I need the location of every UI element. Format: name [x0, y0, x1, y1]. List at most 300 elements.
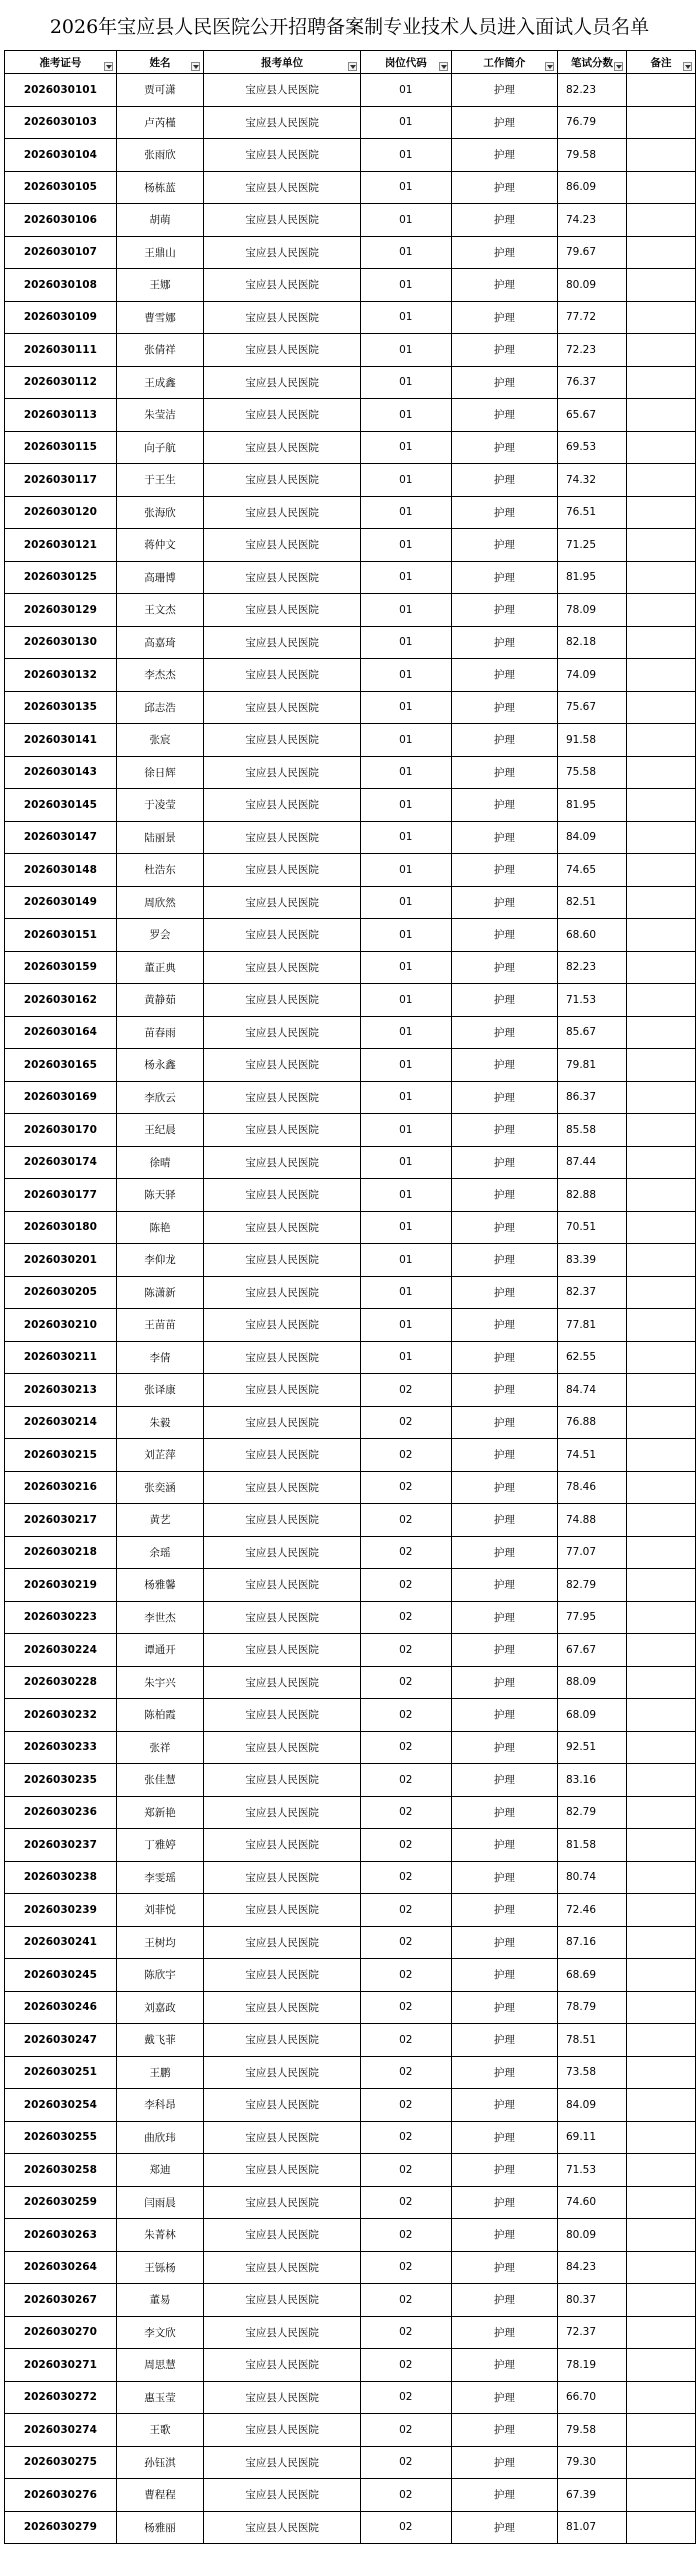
name-cell: 丁雅婷 [116, 1829, 204, 1862]
exam-number-cell: 2026030264 [5, 2251, 117, 2284]
header-cell-post-code[interactable]: 岗位代码 [360, 51, 451, 74]
table-row [5, 2479, 696, 2512]
job-desc-cell: 护理 [451, 561, 557, 594]
post-code-cell: 02 [360, 2479, 451, 2512]
header-cell-unit[interactable]: 报考单位 [204, 51, 361, 74]
remarks-cell [626, 74, 695, 107]
job-desc-cell: 护理 [451, 1016, 557, 1049]
exam-number-cell: 2026030213 [5, 1374, 117, 1407]
post-code-cell: 02 [360, 2186, 451, 2219]
table-row [5, 2381, 696, 2414]
name-cell: 于王生 [116, 464, 204, 497]
job-desc-cell: 护理 [451, 1796, 557, 1829]
table-row [5, 334, 696, 367]
exam-number-cell: 2026030275 [5, 2446, 117, 2479]
name-cell: 孙钰淇 [116, 2446, 204, 2479]
remarks-cell [626, 366, 695, 399]
name-cell: 黄静茹 [116, 984, 204, 1017]
remarks-cell [626, 1536, 695, 1569]
post-code-cell: 01 [360, 1016, 451, 1049]
exam-number-cell: 2026030217 [5, 1504, 117, 1537]
table-row [5, 2219, 696, 2252]
name-cell: 曲欣玮 [116, 2121, 204, 2154]
filter-dropdown-icon[interactable] [191, 62, 200, 71]
remarks-cell [626, 2219, 695, 2252]
name-cell: 刘芷萍 [116, 1439, 204, 1472]
score-cell: 75.58 [557, 756, 626, 789]
exam-number-cell: 2026030174 [5, 1146, 117, 1179]
exam-number-cell: 2026030258 [5, 2154, 117, 2187]
table-row [5, 1179, 696, 1212]
remarks-cell [626, 1569, 695, 1602]
score-cell: 79.81 [557, 1049, 626, 1082]
filter-dropdown-icon[interactable] [614, 62, 623, 71]
remarks-cell [626, 2316, 695, 2349]
name-cell: 杜浩东 [116, 854, 204, 887]
remarks-cell [626, 2154, 695, 2187]
job-desc-cell: 护理 [451, 366, 557, 399]
post-code-cell: 02 [360, 2024, 451, 2057]
exam-number-cell: 2026030149 [5, 886, 117, 919]
score-cell: 79.67 [557, 236, 626, 269]
unit-cell: 宝应县人民医院 [204, 854, 361, 887]
name-cell: 惠玉莹 [116, 2381, 204, 2414]
exam-number-cell: 2026030205 [5, 1276, 117, 1309]
job-desc-cell: 护理 [451, 1114, 557, 1147]
post-code-cell: 02 [360, 2121, 451, 2154]
score-cell: 88.09 [557, 1666, 626, 1699]
remarks-cell [626, 2479, 695, 2512]
unit-cell: 宝应县人民医院 [204, 1536, 361, 1569]
remarks-cell [626, 2446, 695, 2479]
score-cell: 74.51 [557, 1439, 626, 1472]
name-cell: 陈柏霞 [116, 1699, 204, 1732]
table-row [5, 1601, 696, 1634]
score-cell: 81.95 [557, 561, 626, 594]
exam-number-cell: 2026030214 [5, 1406, 117, 1439]
exam-number-cell: 2026030109 [5, 301, 117, 334]
exam-number-cell: 2026030162 [5, 984, 117, 1017]
exam-number-cell: 2026030169 [5, 1081, 117, 1114]
remarks-cell [626, 496, 695, 529]
job-desc-cell: 护理 [451, 106, 557, 139]
name-cell: 张倩祥 [116, 334, 204, 367]
name-cell: 朱毅 [116, 1406, 204, 1439]
table-row [5, 2316, 696, 2349]
remarks-cell [626, 821, 695, 854]
exam-number-cell: 2026030147 [5, 821, 117, 854]
unit-cell: 宝应县人民医院 [204, 951, 361, 984]
job-desc-cell: 护理 [451, 1049, 557, 1082]
table-row [5, 1439, 696, 1472]
unit-cell: 宝应县人民医院 [204, 2414, 361, 2447]
exam-number-cell: 2026030105 [5, 171, 117, 204]
filter-dropdown-icon[interactable] [348, 62, 357, 71]
name-cell: 张雨欣 [116, 139, 204, 172]
score-cell: 85.67 [557, 1016, 626, 1049]
remarks-cell [626, 984, 695, 1017]
exam-number-cell: 2026030107 [5, 236, 117, 269]
post-code-cell: 02 [360, 2381, 451, 2414]
table-row [5, 529, 696, 562]
remarks-cell [626, 2381, 695, 2414]
table-row [5, 2446, 696, 2479]
unit-cell: 宝应县人民医院 [204, 789, 361, 822]
post-code-cell: 01 [360, 171, 451, 204]
unit-cell: 宝应县人民医院 [204, 821, 361, 854]
exam-number-cell: 2026030247 [5, 2024, 117, 2057]
score-cell: 82.18 [557, 626, 626, 659]
remarks-cell [626, 1829, 695, 1862]
filter-dropdown-icon[interactable] [439, 62, 448, 71]
exam-number-cell: 2026030279 [5, 2511, 117, 2544]
post-code-cell: 01 [360, 1049, 451, 1082]
post-code-cell: 02 [360, 1894, 451, 1927]
job-desc-cell: 护理 [451, 1374, 557, 1407]
exam-number-cell: 2026030211 [5, 1341, 117, 1374]
unit-cell: 宝应县人民医院 [204, 594, 361, 627]
unit-cell: 宝应县人民医院 [204, 1439, 361, 1472]
filter-dropdown-icon[interactable] [104, 62, 113, 71]
job-desc-cell: 护理 [451, 626, 557, 659]
exam-number-cell: 2026030141 [5, 724, 117, 757]
score-cell: 72.23 [557, 334, 626, 367]
remarks-cell [626, 2024, 695, 2057]
score-cell: 84.23 [557, 2251, 626, 2284]
score-cell: 81.07 [557, 2511, 626, 2544]
exam-number-cell: 2026030180 [5, 1211, 117, 1244]
unit-cell: 宝应县人民医院 [204, 74, 361, 107]
job-desc-cell: 护理 [451, 139, 557, 172]
post-code-cell: 01 [360, 724, 451, 757]
exam-number-cell: 2026030215 [5, 1439, 117, 1472]
table-row [5, 1796, 696, 1829]
table-row [5, 1244, 696, 1277]
unit-cell: 宝应县人民医院 [204, 1211, 361, 1244]
exam-number-cell: 2026030267 [5, 2284, 117, 2317]
unit-cell: 宝应县人民医院 [204, 2186, 361, 2219]
remarks-cell [626, 1991, 695, 2024]
remarks-cell [626, 1894, 695, 1927]
score-cell: 80.09 [557, 269, 626, 302]
job-desc-cell: 护理 [451, 2186, 557, 2219]
job-desc-cell: 护理 [451, 2089, 557, 2122]
table-row [5, 106, 696, 139]
remarks-cell [626, 756, 695, 789]
remarks-cell [626, 2511, 695, 2544]
unit-cell: 宝应县人民医院 [204, 269, 361, 302]
remarks-cell [626, 334, 695, 367]
unit-cell: 宝应县人民医院 [204, 1634, 361, 1667]
remarks-cell [626, 2349, 695, 2382]
post-code-cell: 01 [360, 886, 451, 919]
table-row [5, 919, 696, 952]
post-code-cell: 01 [360, 334, 451, 367]
score-cell: 78.46 [557, 1471, 626, 1504]
unit-cell: 宝应县人民医院 [204, 1114, 361, 1147]
unit-cell: 宝应县人民医院 [204, 366, 361, 399]
job-desc-cell: 护理 [451, 1601, 557, 1634]
post-code-cell: 02 [360, 1374, 451, 1407]
name-cell: 朱宇兴 [116, 1666, 204, 1699]
name-cell: 贾可潇 [116, 74, 204, 107]
remarks-cell [626, 1276, 695, 1309]
remarks-cell [626, 951, 695, 984]
score-cell: 81.58 [557, 1829, 626, 1862]
score-cell: 76.51 [557, 496, 626, 529]
unit-cell: 宝应县人民医院 [204, 464, 361, 497]
score-cell: 69.53 [557, 431, 626, 464]
name-cell: 王文杰 [116, 594, 204, 627]
remarks-cell [626, 594, 695, 627]
remarks-cell [626, 2251, 695, 2284]
remarks-cell [626, 171, 695, 204]
name-cell: 朱莹洁 [116, 399, 204, 432]
job-desc-cell: 护理 [451, 1081, 557, 1114]
table-row [5, 2089, 696, 2122]
job-desc-cell: 护理 [451, 529, 557, 562]
exam-number-cell: 2026030216 [5, 1471, 117, 1504]
job-desc-cell: 护理 [451, 1861, 557, 1894]
table-row [5, 2511, 696, 2544]
table-row [5, 1471, 696, 1504]
name-cell: 蒋仲文 [116, 529, 204, 562]
name-cell: 黄艺 [116, 1504, 204, 1537]
score-cell: 74.88 [557, 1504, 626, 1537]
score-cell: 68.69 [557, 1959, 626, 1992]
remarks-cell [626, 659, 695, 692]
unit-cell: 宝应县人民医院 [204, 139, 361, 172]
post-code-cell: 02 [360, 1926, 451, 1959]
unit-cell: 宝应县人民医院 [204, 1081, 361, 1114]
remarks-cell [626, 1601, 695, 1634]
exam-number-cell: 2026030132 [5, 659, 117, 692]
unit-cell: 宝应县人民医院 [204, 1699, 361, 1732]
table-row [5, 1959, 696, 1992]
unit-cell: 宝应县人民医院 [204, 334, 361, 367]
name-cell: 张译康 [116, 1374, 204, 1407]
exam-number-cell: 2026030251 [5, 2056, 117, 2089]
score-cell: 74.23 [557, 204, 626, 237]
name-cell: 于凌莹 [116, 789, 204, 822]
score-cell: 80.09 [557, 2219, 626, 2252]
name-cell: 张海欣 [116, 496, 204, 529]
score-cell: 71.53 [557, 2154, 626, 2187]
score-cell: 76.79 [557, 106, 626, 139]
table-row [5, 1374, 696, 1407]
name-cell: 陈欣宇 [116, 1959, 204, 1992]
table-row [5, 431, 696, 464]
score-cell: 79.58 [557, 2414, 626, 2447]
unit-cell: 宝应县人民医院 [204, 431, 361, 464]
score-cell: 72.46 [557, 1894, 626, 1927]
table-row [5, 1666, 696, 1699]
table-row [5, 171, 696, 204]
name-cell: 高嘉琦 [116, 626, 204, 659]
job-desc-cell: 护理 [451, 236, 557, 269]
name-cell: 张祥 [116, 1731, 204, 1764]
exam-number-cell: 2026030143 [5, 756, 117, 789]
job-desc-cell: 护理 [451, 594, 557, 627]
post-code-cell: 02 [360, 1471, 451, 1504]
table-row [5, 1276, 696, 1309]
name-cell: 刘嘉政 [116, 1991, 204, 2024]
post-code-cell: 01 [360, 1341, 451, 1374]
remarks-cell [626, 1926, 695, 1959]
post-code-cell: 01 [360, 919, 451, 952]
table-row [5, 1309, 696, 1342]
name-cell: 余瑶 [116, 1536, 204, 1569]
post-code-cell: 02 [360, 1666, 451, 1699]
remarks-cell [626, 464, 695, 497]
post-code-cell: 02 [360, 1504, 451, 1537]
name-cell: 谭通开 [116, 1634, 204, 1667]
name-cell: 杨永鑫 [116, 1049, 204, 1082]
remarks-cell [626, 561, 695, 594]
remarks-cell [626, 2186, 695, 2219]
exam-number-cell: 2026030159 [5, 951, 117, 984]
remarks-cell [626, 1504, 695, 1537]
name-cell: 戴飞菲 [116, 2024, 204, 2057]
table-row [5, 496, 696, 529]
header-cell-job-desc[interactable]: 工作简介 [451, 51, 557, 74]
exam-number-cell: 2026030130 [5, 626, 117, 659]
post-code-cell: 02 [360, 2056, 451, 2089]
filter-dropdown-icon[interactable] [683, 62, 692, 71]
post-code-cell: 01 [360, 1146, 451, 1179]
header-cell-score[interactable]: 笔试分数 [557, 51, 626, 74]
job-desc-cell: 护理 [451, 821, 557, 854]
remarks-cell [626, 1406, 695, 1439]
filter-dropdown-icon[interactable] [545, 62, 554, 71]
name-cell: 邱志浩 [116, 691, 204, 724]
name-cell: 王铄杨 [116, 2251, 204, 2284]
job-desc-cell: 护理 [451, 2414, 557, 2447]
name-cell: 周欣然 [116, 886, 204, 919]
remarks-cell [626, 1114, 695, 1147]
score-cell: 69.11 [557, 2121, 626, 2154]
unit-cell: 宝应县人民医院 [204, 1471, 361, 1504]
table-header-row [5, 51, 696, 74]
job-desc-cell: 护理 [451, 1569, 557, 1602]
table-body [5, 74, 696, 2544]
score-cell: 67.39 [557, 2479, 626, 2512]
table-row [5, 1731, 696, 1764]
table-row [5, 1829, 696, 1862]
job-desc-cell: 护理 [451, 431, 557, 464]
remarks-cell [626, 1634, 695, 1667]
post-code-cell: 01 [360, 659, 451, 692]
unit-cell: 宝应县人民医院 [204, 301, 361, 334]
name-cell: 高珊博 [116, 561, 204, 594]
unit-cell: 宝应县人民医院 [204, 1016, 361, 1049]
table-row [5, 204, 696, 237]
score-cell: 71.53 [557, 984, 626, 1017]
exam-number-cell: 2026030233 [5, 1731, 117, 1764]
unit-cell: 宝应县人民医院 [204, 1926, 361, 1959]
document-title: 2026年宝应县人民医院公开招聘备案制专业技术人员进入面试人员名单 [49, 16, 650, 38]
post-code-cell: 02 [360, 2446, 451, 2479]
remarks-cell [626, 2284, 695, 2317]
score-cell: 77.72 [557, 301, 626, 334]
name-cell: 李雯瑶 [116, 1861, 204, 1894]
table-row [5, 789, 696, 822]
remarks-cell [626, 724, 695, 757]
remarks-cell [626, 1764, 695, 1797]
job-desc-cell: 护理 [451, 1504, 557, 1537]
header-cell-exam-number[interactable]: 准考证号 [5, 51, 117, 74]
job-desc-cell: 护理 [451, 2154, 557, 2187]
name-cell: 曹程程 [116, 2479, 204, 2512]
remarks-cell [626, 1081, 695, 1114]
name-cell: 刘菲悦 [116, 1894, 204, 1927]
unit-cell: 宝应县人民医院 [204, 1959, 361, 1992]
exam-number-cell: 2026030104 [5, 139, 117, 172]
unit-cell: 宝应县人民医院 [204, 1244, 361, 1277]
name-cell: 陈潇新 [116, 1276, 204, 1309]
exam-number-cell: 2026030151 [5, 919, 117, 952]
remarks-cell [626, 1666, 695, 1699]
score-cell: 77.95 [557, 1601, 626, 1634]
remarks-cell [626, 1211, 695, 1244]
table-row [5, 2349, 696, 2382]
score-cell: 81.95 [557, 789, 626, 822]
name-cell: 王娜 [116, 269, 204, 302]
name-cell: 郑新艳 [116, 1796, 204, 1829]
job-desc-cell: 护理 [451, 1406, 557, 1439]
job-desc-cell: 护理 [451, 2056, 557, 2089]
table-row [5, 1634, 696, 1667]
post-code-cell: 02 [360, 2089, 451, 2122]
table-row [5, 2056, 696, 2089]
unit-cell: 宝应县人民医院 [204, 1569, 361, 1602]
name-cell: 胡萌 [116, 204, 204, 237]
unit-cell: 宝应县人民医院 [204, 2349, 361, 2382]
name-cell: 徐日辉 [116, 756, 204, 789]
score-cell: 78.51 [557, 2024, 626, 2057]
unit-cell: 宝应县人民医院 [204, 626, 361, 659]
table-row [5, 1861, 696, 1894]
name-cell: 王鼎山 [116, 236, 204, 269]
remarks-cell [626, 691, 695, 724]
exam-number-cell: 2026030112 [5, 366, 117, 399]
remarks-cell [626, 2121, 695, 2154]
name-cell: 李科昂 [116, 2089, 204, 2122]
remarks-cell [626, 106, 695, 139]
header-cell-remarks[interactable]: 备注 [626, 51, 695, 74]
post-code-cell: 02 [360, 1991, 451, 2024]
unit-cell: 宝应县人民医院 [204, 2219, 361, 2252]
table-row [5, 1569, 696, 1602]
post-code-cell: 02 [360, 1634, 451, 1667]
exam-number-cell: 2026030148 [5, 854, 117, 887]
job-desc-cell: 护理 [451, 659, 557, 692]
exam-number-cell: 2026030272 [5, 2381, 117, 2414]
remarks-cell [626, 269, 695, 302]
header-cell-name[interactable]: 姓名 [116, 51, 204, 74]
score-cell: 83.16 [557, 1764, 626, 1797]
table-row [5, 2024, 696, 2057]
table-row [5, 301, 696, 334]
job-desc-cell: 护理 [451, 1471, 557, 1504]
unit-cell: 宝应县人民医院 [204, 561, 361, 594]
table-row [5, 2284, 696, 2317]
exam-number-cell: 2026030145 [5, 789, 117, 822]
score-cell: 85.58 [557, 1114, 626, 1147]
exam-number-cell: 2026030129 [5, 594, 117, 627]
score-cell: 82.23 [557, 74, 626, 107]
remarks-cell [626, 919, 695, 952]
